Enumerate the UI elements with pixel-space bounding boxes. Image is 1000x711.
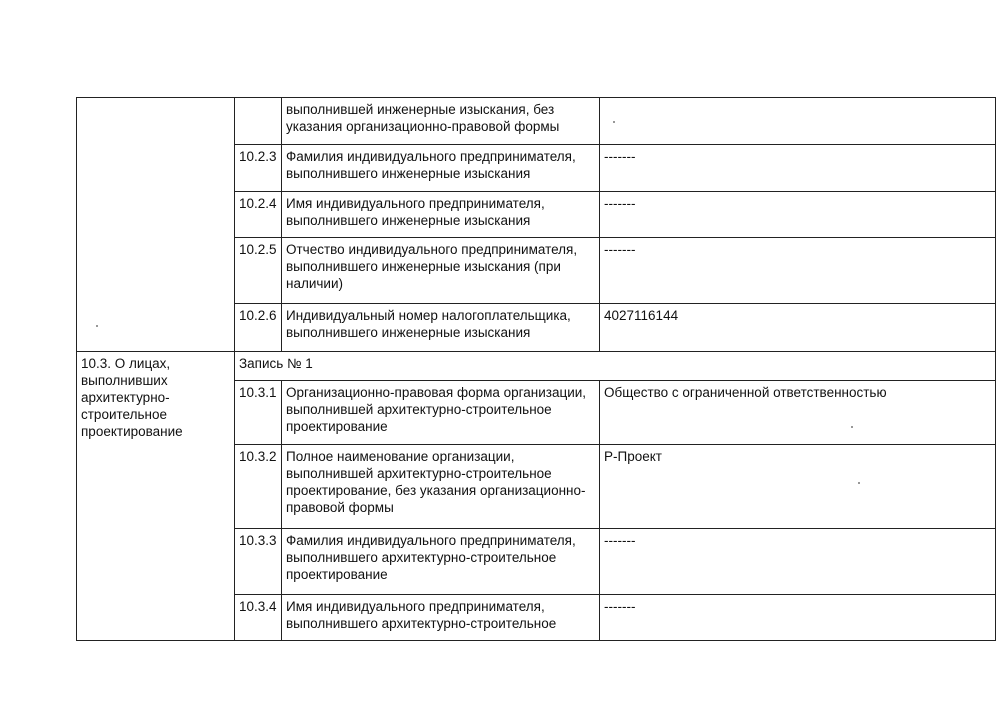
- item-value: -------: [600, 192, 996, 238]
- item-description: Фамилия индивидуального предпринимателя, выполнившего архитектурно-строительное проектирование: [282, 529, 600, 595]
- item-number: 10.2.5: [235, 238, 282, 304]
- item-number: 10.3.4: [235, 595, 282, 641]
- item-value: -------: [600, 145, 996, 192]
- item-number: 10.3.1: [235, 381, 282, 445]
- item-value: Р-Проект: [600, 445, 996, 529]
- item-number: 10.2.4: [235, 192, 282, 238]
- item-number: 10.3.3: [235, 529, 282, 595]
- item-number: 10.3.2: [235, 445, 282, 529]
- item-value: -------: [600, 595, 996, 641]
- item-value: -------: [600, 529, 996, 595]
- item-description: Организационно-правовая форма организации, выполнившей архитектурно-строительное проектирование: [282, 381, 600, 445]
- item-description: Имя индивидуального предпринимателя, выполнившего архитектурно-строительное: [282, 595, 600, 641]
- item-value: 4027116144: [600, 304, 996, 352]
- item-number: [235, 98, 282, 145]
- document-table: [76, 97, 996, 641]
- item-description: Имя индивидуального предпринимателя, выполнившего инженерные изыскания: [282, 192, 600, 238]
- item-number: 10.2.6: [235, 304, 282, 352]
- item-description: Отчество индивидуального предпринимателя, выполнившего инженерные изыскания (при наличии): [282, 238, 600, 304]
- item-description: Полное наименование организации, выполнившей архитектурно-строительное проектирование, без указания организационно-правовой формы: [282, 445, 600, 529]
- item-value: [600, 98, 996, 145]
- table-row: [77, 352, 996, 381]
- section-cell-empty: [77, 98, 235, 352]
- item-value: -------: [600, 238, 996, 304]
- table-row: [77, 98, 996, 145]
- item-value: Общество с ограниченной ответственностью: [600, 381, 996, 445]
- record-heading: Запись № 1: [235, 352, 996, 381]
- section-title: 10.3. О лицах, выполнивших архитектурно-строительное проектирование: [77, 352, 235, 641]
- item-description: Фамилия индивидуального предпринимателя, выполнившего инженерные изыскания: [282, 145, 600, 192]
- item-description: выполнившей инженерные изыскания, без указания организационно-правовой формы: [282, 98, 600, 145]
- item-description: Индивидуальный номер налогоплательщика, выполнившего инженерные изыскания: [282, 304, 600, 352]
- item-number: 10.2.3: [235, 145, 282, 192]
